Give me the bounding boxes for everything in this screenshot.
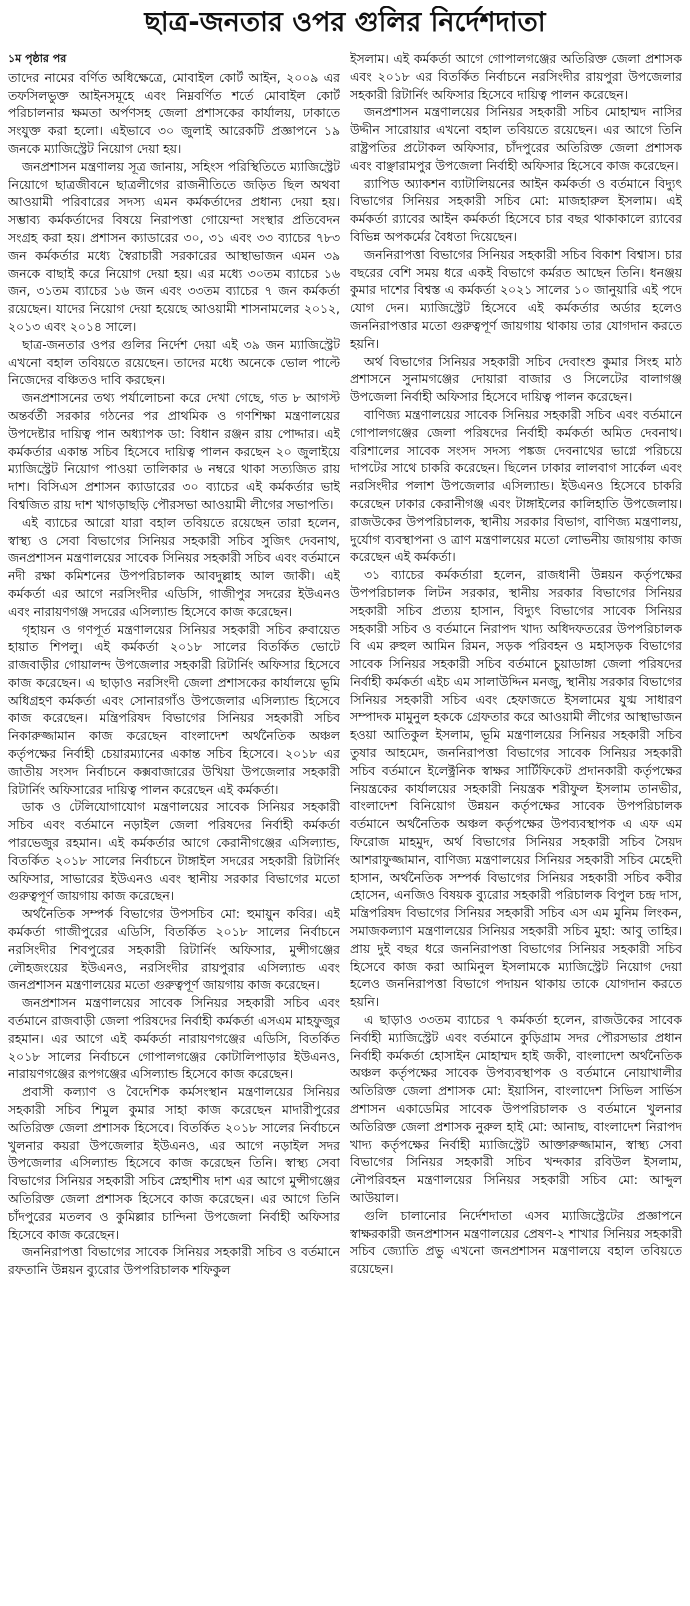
paragraph: জনপ্রশাসন মন্ত্রণালয়ের সাবেক সিনিয়র সহকারী সচিব এবং বর্তমানে রাজবাড়ী জেলা পরিষদের নির্বাহী কর্মকর্তা এসএম মাহফুজুর রহমান। এর আগে এই কর্মকর্তা নারায়ণগঞ্জের এডিসি, বিতর্কিত ২০১৮ সালের নির্বাচনে গোপালগঞ্জের কোটালিপাড়ার ইউএনও, নারায়ণগঞ্জের রূপগঞ্জের এসিল্যান্ড হিসেবে কাজ করেছেন। bbox=[8, 995, 340, 1082]
paragraph: ৩১ ব্যাচের কর্মকর্তারা হলেন, রাজধানী উন্নয়ন কর্তৃপক্ষের উপপরিচালক লিটন সরকার, স্থানীয় সরকার বিভাগের সিনিয়র সহকারী সচিব প্রত্যয় হাসান, বিদ্যুৎ বিভাগের সাবেক সিনিয়র সহকারী সচিব ও বর্তমানে নিরাপদ খাদ্য অধিদফতরের উপপরিচালক বি এম রুহুল আমিন রিমন, সড়ক পরিবহন ও মহাসড়ক বিভাগের সাবেক সিনিয়র সহকারী সচিব বর্তমানে চুয়াডাঙ্গা জেলা পরিষদের নির্বাহী কর্মকর্তা এইচ এম সালাউদ্দিন মনজু, স্থানীয় সরকার বিভাগের সিনিয়র সহকারী সচিব এবং হেফাজতে ইসলামের যুগ্ম সাধারণ সম্পাদক মামুনুল হককে গ্রেফতার করে আওয়ামী লীগের আস্থাভাজন হওয়া আতিকুল ইসলাম, ভূমি মন্ত্রণালয়ের সিনিয়র সহকারী সচিব তুষার আহমেদ, জননিরাপত্তা বিভাগের সাবেক সিনিয়র সহকারী সচিব বর্তমানে ইলেক্ট্রনিক স্বাক্ষর সার্টিফিকেট প্রদানকারী কর্তৃপক্ষের নিয়ন্ত্রকের কার্যালয়ের সহকারী নিয়ন্ত্রক শরীফুল ইসলাম তানভীর, বাংলাদেশ বিনিয়োগ উন্নয়ন কর্তৃপক্ষের সাবেক উপপরিচালক বর্তমানে অর্থনৈতিক অঞ্চল কর্তৃপক্ষের উপব্যবস্থাপক এ এফ এম ফিরোজ মাহমুদ, অর্থ বিভাগের সিনিয়র সহকারী সচিব সৈয়দ আশরাফুজ্জামান, বাণিজ্য মন্ত্রণালয়ের সিনিয়র সহকারী সচিব মেহেদী হাসান, অর্থনৈতিক সম্পর্ক বিভাগের সিনিয়র সহকারী সচিব কবীর হোসেন, এনজিও বিষয়ক ব্যুরোর সহকারী পরিচালক বিপুল চন্দ্র দাস, মন্ত্রিপরিষদ বিভাগের সিনিয়র সহকারী সচিব এস এম মুনিম লিংকন, সমাজকল্যাণ মন্ত্রণালয়ের সিনিয়র সহকারী সচিব মুহা: আবু তাহির। প্রায় দুই বছর ধরে জননিরাপত্তা বিভাগের সিনিয়র সহকারী সচিব হিসেবে কাজ করা আমিনুল ইসলামকে ম্যাজিস্ট্রেট নিয়োগ দেয়া হলেও জননিরাপত্তা বিভাগে পদায়ন থাকায় তাকে যোগদান করতে হয়নি। bbox=[350, 567, 682, 1010]
paragraph: তাদের নামের বর্ণিত অধিক্ষেত্রে, মোবাইল কোর্ট আইন, ২০০৯ এর তফসিলভুক্ত আইনসমূহে এবং নিম্নবর্ণিত শর্তে মোবাইল কোর্ট পরিচালনার ক্ষমতা অর্পণসহ জেলা প্রশাসকের কার্যালয়, ঢাকাতে সংযুক্ত করা হলো। এইভাবে ৩০ জুলাই আরেকটি প্রজ্ঞাপনে ১৯ জনকে ম্যাজিস্ট্রেট নিয়োগ দেয়া হয়। bbox=[8, 69, 340, 156]
paragraph: এ ছাড়াও ৩৩তম ব্যাচের ৭ কর্মকর্তা হলেন, রাজউকের সাবেক নির্বাহী ম্যাজিস্ট্রেট এবং বর্তমানে কুড়িগ্রাম সদর পৌরসভার প্রধান নির্বাহী কর্মকর্তা হোসাইন মোহাম্মদ হাই জকী, বাংলাদেশ অর্থনৈতিক অঞ্চল কর্তৃপক্ষের সাবেক উপব্যবস্থাপক ও বর্তমানে নোয়াখালীর অতিরিক্ত জেলা প্রশাসক মো: ইয়াসিন, বাংলাদেশ সিভিল সার্ভিস প্রশাসন একাডেমির সাবেক উপপরিচালক ও বর্তমানে খুলনার অতিরিক্ত জেলা প্রশাসক নুরুল হাই মো: আনাছ, বাংলাদেশ নিরাপদ খাদ্য কর্তৃপক্ষের নির্বাহী ম্যাজিস্ট্রেট আক্তারুজ্জামান, স্বাস্থ্য সেবা বিভাগের সিনিয়র সহকারী সচিব খন্দকার রবিউল ইসলাম, নৌপরিবহন মন্ত্রণালয়ের সিনিয়র সহকারী সচিব মো: আব্দুল আউয়াল। bbox=[350, 1012, 682, 1205]
right-column bbox=[350, 50, 682, 1602]
paragraph: অর্থ বিভাগের সিনিয়র সহকারী সচিব দেবাংশু কুমার সিংহ মাঠ প্রশাসনে সুনামগঞ্জের দোয়ারা বাজার ও সিলেটের বালাগঞ্জ উপজেলা নির্বাহী অফিসার হিসেবে দায়িত্ব পালন করেছেন। bbox=[350, 353, 682, 405]
paragraph: জনপ্রশাসনের তথ্য পর্যালোচনা করে দেখা গেছে, গত ৮ আগস্ট অন্তর্বর্তী সরকার গঠনের পর প্রাথমিক ও গণশিক্ষা মন্ত্রণালয়ের উপদেষ্টার দায়িত্ব পান অধ্যাপক ডা: বিধান রঞ্জন রায় পোদ্দার। এই কর্মকর্তার একান্ত সচিব হিসেবে দায়িত্ব পালন করছেন ২০ জুলাইয়ে ম্যাজিস্ট্রেট নিয়োগ পাওয়া তালিকার ৬ নম্বরে থাকা সত্যজিত রায় দাশ। বিসিএস প্রশাসন ক্যাডারের ৩০ ব্যাচের এই কর্মকর্তার ভাই বিশ্বজিত রায় দাশ খাগড়াছড়ি পৌরসভা আওয়ামী লীগের সভাপতি। bbox=[8, 390, 340, 512]
paragraph: বাণিজ্য মন্ত্রণালয়ের সাবেক সিনিয়র সহকারী সচিব এবং বর্তমানে গোপালগঞ্জের জেলা পরিষদের নির্বাহী কর্মকর্তা অমিত দেবনাথ। বরিশালের সাবেক সংসদ সদস্য পঙ্কজ দেবনাথের ভাগ্নে পরিচয়ে দাপটের সাথে চাকরি করেছেন। ছিলেন ঢাকার লালবাগ সার্কেল এবং নরসিংদীর পলাশ উপজেলার এসিল্যান্ড। ইউএনও হিসেবে চাকরি করেছেন ঢাকার কেরানীগঞ্জ এবং টাঙ্গাইলের কালিহাতি উপজেলায়। রাজউকের উপপরিচালক, স্থানীয় সরকার বিভাগ, বাণিজ্য মন্ত্রণালয়, দুর্যোগ ব্যবস্থাপনা ও ত্রাণ মন্ত্রণালয়ের মতো লোভনীয় জায়গায় কাজ করেছেন এই কর্মকর্তা। bbox=[350, 406, 682, 565]
paragraph: জননিরাপত্তা বিভাগের সাবেক সিনিয়র সহকারী সচিব ও বর্তমানে রফতানি উন্নয়ন ব্যুরোর উপপরিচালক শফিকুল bbox=[8, 1244, 340, 1278]
paragraph: অর্থনৈতিক সম্পর্ক বিভাগের উপসচিব মো: হুমায়ুন কবির। এই কর্মকর্তা গাজীপুরের এডিসি, বিতর্কিত ২০১৮ সালের নির্বাচনে নরসিংদীর শিবপুরের সহকারী রিটার্নিং অফিসার, মুন্সীগঞ্জের লৌহজংয়ের ইউএনও, নরসিংদীর রায়পুরার এসিল্যান্ড এবং জনপ্রশাসন মন্ত্রণালয়ের মতো গুরুত্বপূর্ণ জায়গায় কাজ করেছেন। bbox=[8, 906, 340, 993]
paragraph: জনপ্রশাসন মন্ত্রণালয়ের সিনিয়র সহকারী সচিব মোহাম্মদ নাসির উদ্দীন সারোয়ার এখনো বহাল তবিয়তে রয়েছেন। এর আগে তিনি রাষ্ট্রপতির প্রটোকল অফিসার, চাঁদপুরের অতিরিক্ত জেলা প্রশাসক এবং বাঞ্ছারামপুর উপজেলা নির্বাহী অফিসার হিসেবে কাজ করেছেন। bbox=[350, 104, 682, 173]
paragraph: ইসলাম। এই কর্মকর্তা আগে গোপালগঞ্জের অতিরিক্ত জেলা প্রশাসক এবং ২০১৮ এর বিতর্কিত নির্বাচনে নরসিংদীর রায়পুরা উপজেলার সহকারী রিটার্নিং অফিসার হিসেবে দায়িত্ব পালন করেছেন। bbox=[350, 51, 682, 102]
article-body bbox=[8, 50, 682, 1602]
left-column bbox=[8, 50, 340, 1602]
paragraph: গুলি চালানোর নির্দেশদাতা এসব ম্যাজিস্ট্রেটের প্রজ্ঞাপনে স্বাক্ষরকারী জনপ্রশাসন মন্ত্রণালয়ের প্রেষণ-২ শাখার সিনিয়র সহকারী সচিব জ্যোতি প্রভু এখনো জনপ্রশাসন মন্ত্রণালয়ে বহাল তবিয়তে রয়েছেন। bbox=[350, 1207, 682, 1277]
paragraph: গৃহায়ন ও গণপূর্ত মন্ত্রণালয়ের সিনিয়র সহকারী সচিব রুবায়েত হায়াত শিপলু। এই কর্মকর্তা ২০১৮ সালের বিতর্কিত ভোটে রাজবাড়ীর গোয়ালন্দ উপজেলার সহকারী রিটার্নিং অফিসার হিসেবে কাজ করেছেন। এ ছাড়াও নরসিংদী জেলা প্রশাসকের কার্যালয়ে ভূমি অধিগ্রহণ কর্মকর্তা এবং সোনারগাঁও উপজেলার এসিল্যান্ড হিসেবে কাজ করেছেন। মন্ত্রিপরিষদ বিভাগের সিনিয়র সহকারী সচিব নিকারুজ্জামান কাজ করেছেন বাংলাদেশ অর্থনৈতিক অঞ্চল কর্তৃপক্ষের নির্বাহী চেয়ারম্যানের একান্ত সচিব হিসেবে। ২০১৮ এর জাতীয় সংসদ নির্বাচনে কক্সবাজারের উখিয়া উপজেলার সহকারী রিটার্নিং অফিসারের দায়িত্ব পালন করেছেন এই কর্মকর্তা। bbox=[8, 621, 340, 797]
paragraph: র‌্যাপিড অ্যাকশন ব্যাটালিয়নের আইন কর্মকর্তা ও বর্তমানে বিদ্যুৎ বিভাগের সিনিয়র সহকারী সচিব মো: মাজহারুল ইসলাম। এই কর্মকর্তা র‌্যাবের আইন কর্মকর্তা হিসেবে চার বছর থাকাকালে র‌্যাবের বিভিন্ন অপকর্মের বৈধতা দিয়েছেন। bbox=[350, 175, 682, 244]
paragraph: এই ব্যাচের আরো যারা বহাল তবিয়তে রয়েছেন তারা হলেন, স্বাস্থ্য ও সেবা বিভাগের সিনিয়র সহকারী সচিব সুজিৎ দেবনাথ, জনপ্রশাসন মন্ত্রণালয়ের সাবেক সিনিয়র সহকারী সচিব এবং বর্তমানে নদী রক্ষা কমিশনের উপপরিচালক আবদুল্লাহ আল জাকী। এই কর্মকর্তা এর আগে নরসিংদীর এডিসি, গাজীপুর সদরের ইউএনও এবং নারায়ণগঞ্জ সদরের এসিল্যান্ড হিসেবে কাজ করেছেন। bbox=[8, 514, 340, 619]
paragraph: জননিরাপত্তা বিভাগের সিনিয়র সহকারী সচিব বিকাশ বিশ্বাস। চার বছরের বেশি সময় ধরে একই বিভাগে কর্মরত আছেন তিনি। ধনঞ্জয় কুমার দাশের বিশ্বস্ত এ কর্মকর্তা ২০২১ সালের ১০ জানুয়ারি এই পদে যোগ দেন। ম্যাজিস্ট্রেট হিসেবে এই কর্মকর্তার অর্ডার হলেও জননিরাপত্তার মতো গুরুত্বপূর্ণ জায়গায় থাকায় তার যোগদান করতে হয়নি। bbox=[350, 246, 682, 351]
paragraph: ছাত্র-জনতার ওপর গুলির নির্দেশ দেয়া এই ৩৯ জন ম্যাজিস্ট্রেট এখনো বহাল তবিয়তে রয়েছেন। তাদের মধ্যে অনেকে ভোল পাল্টে নিজেদের বঞ্চিতও দাবি করছেন। bbox=[8, 336, 340, 388]
headline: ছাত্র-জনতার ওপর গুলির নির্দেশদাতা bbox=[144, 7, 546, 38]
jump-label: ১ম পৃষ্ঠার পর bbox=[8, 52, 67, 65]
paragraph: ডাক ও টেলিযোগাযোগ মন্ত্রণালয়ের সাবেক সিনিয়র সহকারী সচিব এবং বর্তমানে নড়াইল জেলা পরিষদের নির্বাহী কর্মকর্তা পারভেজুর রহমান। এই কর্মকর্তার আগে কেরানীগঞ্জের এসিল্যান্ড, বিতর্কিত ২০১৮ সালের নির্বাচনে টাঙ্গাইল সদরের সহকারী রিটার্নিং অফিসার, সাভারের ইউএনও এবং স্থানীয় সরকার বিভাগের মতো গুরুত্বপূর্ণ জায়গায় কাজ করেছেন। bbox=[8, 799, 340, 904]
paragraph: জনপ্রশাসন মন্ত্রণালয় সূত্র জানায়, সহিংস পরিস্থিতিতে ম্যাজিস্ট্রেট নিয়োগে ছাত্রজীবনে ছাত্রলীগের রাজনীতিতে জড়িত ছিল অথবা আওয়ামী পরিবারের সদস্য এমন কর্মকর্তাদের প্রধান্য দেয়া হয়। সম্ভাব্য কর্মকর্তাদের বিষয়ে নিরাপত্তা গোয়েন্দা সংস্থার প্রতিবেদন সংগ্রহ করা হয়। প্রশাসন ক্যাডারের ৩০, ৩১ এবং ৩৩ ব্যাচের ৭৮৩ জন কর্মকর্তার মধ্যে স্বৈরাচারী সরকারের আস্থাভাজন এমন ৩৯ জনকে বাছাই করে নিয়োগ দেয়া হয়। এর মধ্যে ৩০তম ব্যাচের ১৬ জন, ৩১তম ব্যাচের ১৬ জন এবং ৩৩তম ব্যাচের ৭ জন কর্মকর্তা রয়েছেন। যাদের নিয়োগ দেয়া হয়েছে আওয়ামী শাসনামলের ২০১২, ২০১৩ এবং ২০১৪ সালে। bbox=[8, 158, 340, 334]
paragraph: প্রবাসী কল্যাণ ও বৈদেশিক কর্মসংস্থান মন্ত্রণালয়ের সিনিয়র সহকারী সচিব শিমুল কুমার সাহা কাজ করেছেন মাদারীপুরের অতিরিক্ত জেলা প্রশাসক হিসেবে। বিতর্কিত ২০১৮ সালের নির্বাচনে খুলনার কয়রা উপজেলার ইউএনও, এর আগে নড়াইল সদর উপজেলার এসিল্যান্ড হিসেবে কাজ করেছেন তিনি। স্বাস্থ্য সেবা বিভাগের সিনিয়র সহকারী সচিব স্নেহাশীষ দাশ এর আগে মুন্সীগঞ্জের অতিরিক্ত জেলা প্রশাসক হিসেবে কাজ করেছেন। এর আগে তিনি চাঁদপুরের মতলব ও কুমিল্লার চান্দিনা উপজেলা নির্বাহী অফিসার হিসেবে কাজ করেছেন। bbox=[8, 1084, 340, 1242]
